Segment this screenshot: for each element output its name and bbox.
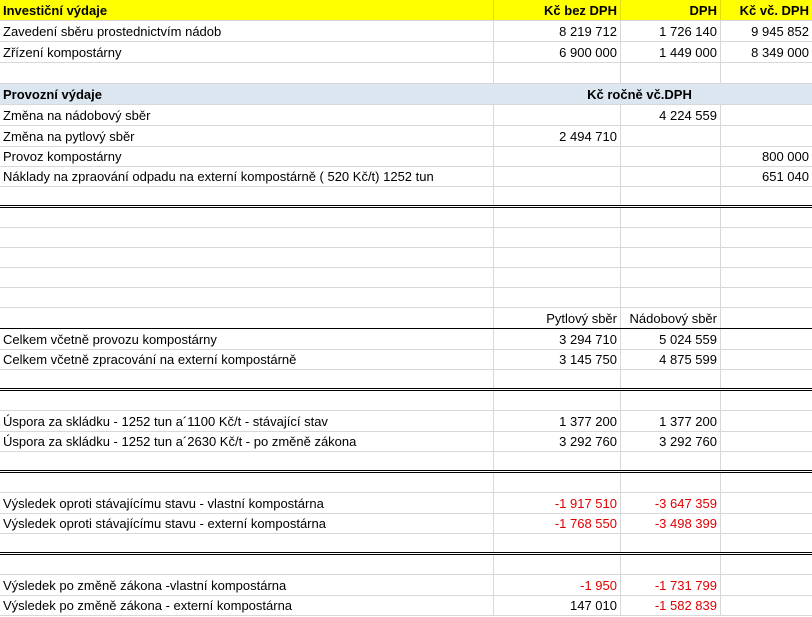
empty-cell[interactable] xyxy=(721,350,812,369)
empty-cell[interactable] xyxy=(621,187,721,205)
cell-value[interactable]: 3 145 750 xyxy=(494,350,621,369)
empty-row xyxy=(0,208,812,228)
empty-cell[interactable] xyxy=(721,411,812,431)
cell-value[interactable]: 8 219 712 xyxy=(494,21,621,41)
section-header-row xyxy=(0,84,812,105)
table-row xyxy=(0,411,812,432)
empty-row xyxy=(0,370,812,391)
empty-row xyxy=(0,63,812,84)
empty-row xyxy=(0,187,812,208)
empty-cell[interactable] xyxy=(494,370,621,388)
header-row xyxy=(0,0,812,21)
cell-label[interactable]: Výsledek oproti stávajícímu stavu - externí kompostárna xyxy=(0,514,494,533)
empty-cell[interactable] xyxy=(494,534,621,552)
empty-cell[interactable] xyxy=(0,228,494,247)
empty-cell[interactable] xyxy=(0,187,494,205)
empty-cell[interactable] xyxy=(0,288,494,307)
table-row xyxy=(0,126,812,147)
empty-cell[interactable] xyxy=(721,514,812,533)
empty-cell[interactable] xyxy=(494,63,621,83)
cell-value[interactable] xyxy=(721,105,812,125)
empty-cell[interactable] xyxy=(721,308,812,328)
cell-value[interactable]: 3 294 710 xyxy=(494,329,621,349)
cell-value[interactable] xyxy=(494,147,621,166)
cell-value-negative[interactable]: -1 731 799 xyxy=(621,575,721,595)
cell-value[interactable] xyxy=(621,126,721,146)
cell-label[interactable]: Výsledek po změně zákona - externí kompostárna xyxy=(0,596,494,615)
empty-cell[interactable] xyxy=(0,208,494,227)
table-row xyxy=(0,575,812,596)
empty-cell[interactable] xyxy=(0,63,494,83)
empty-cell[interactable] xyxy=(721,329,812,349)
section-provozni-vydaje[interactable]: Provozní výdaje xyxy=(0,84,494,104)
cell-value[interactable]: 4 224 559 xyxy=(621,105,721,125)
empty-cell[interactable] xyxy=(621,268,721,287)
empty-row xyxy=(0,391,812,411)
table-row xyxy=(0,514,812,534)
empty-cell[interactable] xyxy=(621,473,721,492)
cell-value[interactable]: 2 494 710 xyxy=(494,126,621,146)
cell-label[interactable]: Úspora za skládku - 1252 tun a´2630 Kč/t - po změně zákona xyxy=(0,432,494,451)
empty-cell[interactable] xyxy=(721,391,812,410)
empty-row xyxy=(0,534,812,555)
empty-cell[interactable] xyxy=(494,288,621,307)
empty-cell[interactable] xyxy=(721,493,812,513)
empty-cell[interactable] xyxy=(721,473,812,492)
empty-cell[interactable] xyxy=(494,187,621,205)
table-row xyxy=(0,147,812,167)
cell-value-negative[interactable]: -3 647 359 xyxy=(621,493,721,513)
empty-cell[interactable] xyxy=(0,473,494,492)
cell-value[interactable]: 1 449 000 xyxy=(621,42,721,62)
empty-cell[interactable] xyxy=(0,308,494,328)
cell-value[interactable] xyxy=(494,105,621,125)
empty-cell[interactable] xyxy=(721,555,812,574)
cell-label[interactable]: Celkem včetně provozu kompostárny xyxy=(0,329,494,349)
empty-row xyxy=(0,228,812,248)
empty-cell[interactable] xyxy=(0,370,494,388)
table-row xyxy=(0,350,812,370)
empty-cell[interactable] xyxy=(0,268,494,287)
empty-row xyxy=(0,452,812,473)
cell-value-negative[interactable]: -1 950 xyxy=(494,575,621,595)
table-row xyxy=(0,105,812,126)
empty-cell[interactable] xyxy=(0,555,494,574)
empty-cell[interactable] xyxy=(494,228,621,247)
empty-cell[interactable] xyxy=(721,596,812,615)
empty-cell[interactable] xyxy=(721,432,812,451)
cell-value[interactable] xyxy=(721,126,812,146)
empty-cell[interactable] xyxy=(0,248,494,267)
empty-cell[interactable] xyxy=(621,248,721,267)
cell-value[interactable]: 800 000 xyxy=(762,149,809,164)
compare-header-row xyxy=(0,308,812,329)
cell-label[interactable]: Výsledek oproti stávajícímu stavu - vlastní kompostárna xyxy=(0,493,494,513)
empty-cell[interactable] xyxy=(721,575,812,595)
empty-cell[interactable] xyxy=(621,391,721,410)
cell-label[interactable]: Změna na pytlový sběr xyxy=(0,126,494,146)
empty-cell[interactable] xyxy=(721,452,812,470)
empty-cell[interactable] xyxy=(721,534,812,552)
empty-cell[interactable] xyxy=(0,452,494,470)
empty-cell[interactable] xyxy=(621,63,721,83)
cell-value-negative[interactable]: -1 582 839 xyxy=(621,596,721,615)
empty-row xyxy=(0,473,812,493)
empty-cell[interactable] xyxy=(621,555,721,574)
empty-cell[interactable] xyxy=(721,63,812,83)
empty-cell[interactable] xyxy=(0,534,494,552)
table-row xyxy=(0,596,812,616)
table-row xyxy=(0,42,812,63)
table-row xyxy=(0,329,812,350)
table-row xyxy=(0,432,812,452)
empty-row xyxy=(0,288,812,308)
table-row xyxy=(0,21,812,42)
section-kc-rocne[interactable]: Kč ročně vč.DPH xyxy=(560,84,720,104)
empty-cell[interactable] xyxy=(721,228,812,247)
empty-cell[interactable] xyxy=(721,268,812,287)
cell-label[interactable]: Výsledek po změně zákona -vlastní kompostárna xyxy=(0,575,494,595)
empty-cell[interactable] xyxy=(621,288,721,307)
empty-cell[interactable] xyxy=(621,534,721,552)
empty-cell[interactable] xyxy=(494,268,621,287)
empty-cell[interactable] xyxy=(721,187,812,205)
empty-cell[interactable] xyxy=(0,391,494,410)
table-row xyxy=(0,167,812,187)
cell-label[interactable]: Změna na nádobový sběr xyxy=(0,105,494,125)
cell-value[interactable]: 3 292 760 xyxy=(494,432,621,451)
empty-cell[interactable] xyxy=(494,391,621,410)
cell-value[interactable]: 5 024 559 xyxy=(621,329,721,349)
empty-cell[interactable] xyxy=(721,248,812,267)
empty-cell[interactable] xyxy=(494,452,621,470)
empty-cell[interactable] xyxy=(494,555,621,574)
empty-cell[interactable] xyxy=(494,208,621,227)
empty-row xyxy=(0,268,812,288)
cell-label[interactable]: Provoz kompostárny xyxy=(0,147,494,166)
empty-cell[interactable] xyxy=(494,473,621,492)
header-pytlovy-sber[interactable]: Pytlový sběr xyxy=(494,308,621,328)
empty-cell[interactable] xyxy=(721,288,812,307)
cell-value[interactable] xyxy=(621,167,721,186)
cell-label[interactable]: Celkem včetně zpracování na externí kompostárně xyxy=(0,350,494,369)
cell-label[interactable]: Náklady na zpraování odpadu na externí kompostárně ( 520 Kč/t) 1252 tun xyxy=(0,167,494,186)
cell-value[interactable]: 9 945 852 xyxy=(751,23,809,39)
cell-value[interactable]: 3 292 760 xyxy=(621,432,721,451)
empty-cell[interactable] xyxy=(621,370,721,388)
header-nadobovy-sber[interactable]: Nádobový sběr xyxy=(621,308,721,328)
header-investicni-vydaje[interactable]: Investiční výdaje xyxy=(0,0,494,20)
cell-label[interactable]: Úspora za skládku - 1252 tun a´1100 Kč/t - stávající stav xyxy=(0,411,494,431)
empty-cell[interactable] xyxy=(621,208,721,227)
header-kc-bez-dph[interactable]: Kč bez DPH xyxy=(494,0,621,20)
cell-value[interactable]: 1 377 200 xyxy=(621,411,721,431)
cell-value[interactable] xyxy=(494,167,621,186)
cell-value[interactable]: 1 377 200 xyxy=(494,411,621,431)
cell-value[interactable]: 147 010 xyxy=(494,596,621,615)
cell-value-negative[interactable]: -1 768 550 xyxy=(494,514,621,533)
empty-cell[interactable] xyxy=(494,248,621,267)
empty-cell[interactable] xyxy=(721,208,812,227)
header-kc-vc-dph[interactable]: Kč vč. DPH xyxy=(739,2,809,18)
cell-value[interactable]: 4 875 599 xyxy=(621,350,721,369)
header-dph[interactable]: DPH xyxy=(621,0,721,20)
cell-value[interactable] xyxy=(621,147,721,166)
empty-row xyxy=(0,555,812,575)
cell-label[interactable]: Zavedení sběru prostednictvím nádob xyxy=(0,21,494,41)
cell-label[interactable]: Zřízení kompostárny xyxy=(0,42,494,62)
cell-value[interactable]: 651 040 xyxy=(762,169,809,184)
table-row xyxy=(0,493,812,514)
cell-value[interactable]: 8 349 000 xyxy=(751,44,809,60)
cell-value[interactable]: 6 900 000 xyxy=(494,42,621,62)
empty-cell[interactable] xyxy=(621,452,721,470)
cell-value-negative[interactable]: -1 917 510 xyxy=(494,493,621,513)
cell-value-negative[interactable]: -3 498 399 xyxy=(621,514,721,533)
cell-value[interactable]: 1 726 140 xyxy=(621,21,721,41)
empty-cell[interactable] xyxy=(721,370,812,388)
empty-cell[interactable] xyxy=(621,228,721,247)
empty-row xyxy=(0,248,812,268)
